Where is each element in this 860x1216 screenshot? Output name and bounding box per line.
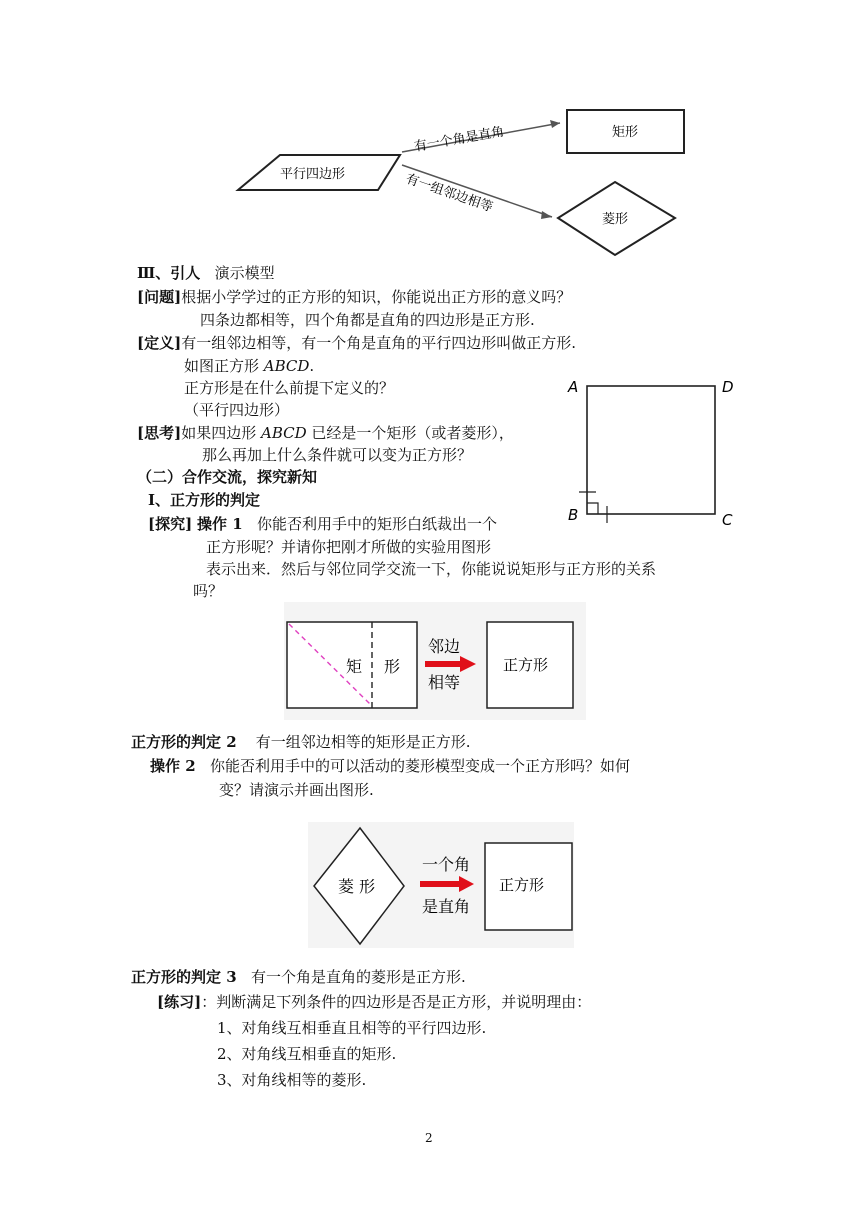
rectangle-label: 矩形 [612,125,639,140]
practice-item-1: 1、对角线互相垂直且相等的平行四边形. [217,1019,487,1037]
definition-figure-ref [184,356,314,376]
red-arrow-shaft [420,881,460,887]
square-label: 正方形 [499,876,545,894]
think-tag: [思考] [137,424,182,442]
op2-label: 操作 2 [150,757,196,775]
arrow-upper-label: 有一个角是直角 [413,124,506,155]
question-line [137,287,571,307]
square-abcd [587,386,715,514]
vertex-b-label: B [568,506,579,524]
rhombus-label: 菱 形 [338,877,376,896]
rect-to-square-figure [284,602,586,720]
practice-intro: ：判断满足下列条件的四边形是否是正方形，并说明理由： [201,993,592,1011]
rect-label-left: 矩 [346,657,363,676]
op2-line1 [150,756,630,776]
parallelogram-label: 平行四边形 [280,167,346,182]
page-number: 2 [425,1131,433,1145]
rect-label-right: 形 [384,657,401,676]
section3-number: Ⅲ、引人 [137,264,201,282]
question-tag: [问题] [137,288,182,306]
rhombus-label: 菱形 [602,212,629,227]
definition-fig-suffix: . [309,357,315,375]
criterion2-text: 有一组邻边相等的矩形是正方形. [255,733,471,751]
think-line2: 那么再加上什么条件就可以变为正方形？ [202,446,473,464]
arrowhead-lower [541,211,552,219]
practice-tag: [练习] [157,993,202,1011]
arrow-lower-label: 有一组邻边相等 [403,171,495,216]
arrow-top-label: 一个角 [422,855,471,874]
explore-text1: 你能否利用手中的矩形白纸裁出一个 [256,515,497,533]
explore-line1 [148,514,497,534]
subsection1-heading: Ⅰ、正方形的判定 [148,491,261,509]
vertex-d-label: D [722,378,734,396]
question-text: 根据小学学过的正方形的知识，你能说出正方形的意义吗？ [181,288,572,306]
think-line [137,423,514,443]
practice-item-2: 2、对角线互相垂直的矩形. [217,1045,397,1063]
think-name: ABCD [260,424,307,442]
think-prefix: 如果四边形 [181,424,261,442]
square-label: 正方形 [503,656,549,674]
op2-line2: 变？请演示并画出图形. [219,781,374,799]
think-suffix: 已经是一个矩形（或者菱形）， [306,424,514,442]
quadrilateral-relation-diagram [230,100,700,260]
criterion2-line [131,732,471,752]
definition-line [137,333,576,353]
right-angle-mark [587,503,598,514]
criterion3-line [131,967,466,987]
criterion3-text: 有一个角是直角的菱形是正方形. [250,968,466,986]
section2-heading: （二）合作交流，探究新知 [137,468,318,486]
op2-text1: 你能否利用手中的可以活动的菱形模型变成一个正方形吗？如何 [209,757,630,775]
question-answer: 四条边都相等，四个角都是直角的四边形是正方形. [200,311,535,329]
arrow-top-label: 邻边 [428,637,461,656]
explore-line4: 吗？ [193,582,224,600]
definition-fig-prefix: 如图正方形 [184,357,264,375]
vertex-a-label: A [568,378,579,396]
definition-tag: [定义] [137,334,182,352]
rhombus-to-square-figure [308,822,574,948]
red-arrow-shaft [425,661,461,667]
section3-title: 演示模型 [214,264,275,282]
explore-op-label: 操作 1 [196,515,243,533]
explore-line2: 正方形呢？并请你把刚才所做的实验用图形 [206,538,492,556]
rect-to-square-svg [284,602,586,720]
definition-answer: （平行四边形） [184,401,290,419]
rhombus-to-square-svg [308,822,574,948]
definition-text: 有一组邻边相等，有一个角是直角的平行四边形叫做正方形. [181,334,576,352]
practice-item-3: 3、对角线相等的菱形. [217,1071,367,1089]
red-arrowhead [459,876,474,892]
section3-heading [137,263,275,283]
definition-fig-name: ABCD [263,357,310,375]
arrow-bottom-label: 是直角 [422,897,471,916]
square-abcd-figure [560,374,750,534]
arrow-bottom-label: 相等 [428,673,461,692]
red-arrowhead [460,656,476,672]
definition-question: 正方形是在什么前提下定义的？ [184,379,395,397]
explore-line3: 表示出来．然后与邻位同学交流一下，你能说说矩形与正方形的关系 [206,560,657,578]
criterion3-label: 正方形的判定 3 [131,968,237,986]
explore-tag: [探究] [148,515,193,533]
criterion2-label: 正方形的判定 2 [131,733,237,751]
vertex-c-label: C [722,511,733,529]
practice-line [157,992,591,1012]
